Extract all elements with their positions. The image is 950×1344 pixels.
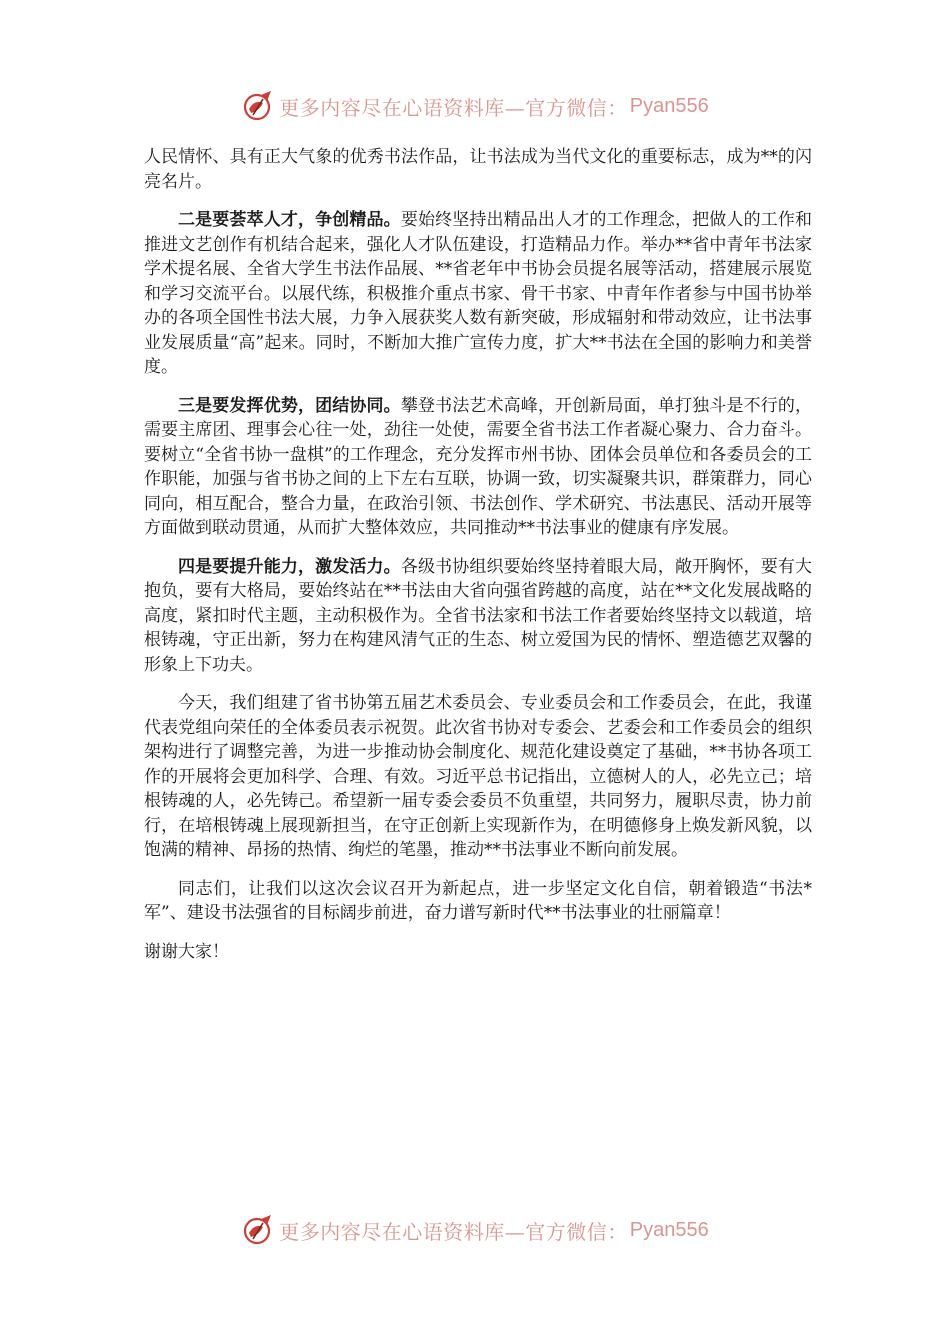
paragraph-text: 谢谢大家！ (144, 941, 229, 962)
paragraph-text: 要始终坚持出精品出人才的工作理念，把做人的工作和推进文艺创作有机结合起来，强化人才队伍建设，打造精品力作。举办**省中青年书法家学术提名展、全省大学生书法作品展、**省老年中书协会员提名展等活动，搭建展示展览和学习交流平台。以展代练，积极推介重点书家、骨干书家、中青年作者参与中国书协举办的各项全国性书法大展，力争入展获奖人数有新突破，形成辐射和带动效应，让书法事业发展质量“高”起来。同时，不断加大推广宣传力度，扩大**书法在全国的影响力和美誉度。 (144, 210, 813, 377)
watermark-text: 更多内容尽在心语资料库—官方微信： (279, 95, 628, 120)
paragraph-2 (144, 208, 812, 380)
paragraph-text: 人民情怀、具有正大气象的优秀书法作品，让书法成为当代文化的重要标志，成为**的闪亮名片。 (144, 147, 812, 192)
watermark-wechat-id: Pyan556 (629, 1218, 709, 1241)
header-watermark (0, 86, 950, 126)
calligraphy-seal-icon (241, 1213, 275, 1247)
calligraphy-seal-icon (241, 89, 275, 123)
paragraph-1 (144, 145, 812, 194)
paragraph-lead: 二是要荟萃人才，争创精品。 (178, 210, 401, 230)
paragraph-lead: 三是要发挥优势，团结协同。 (178, 395, 401, 416)
paragraph-closing (144, 940, 812, 965)
paragraph-6 (144, 877, 812, 926)
paragraph-text: 同志们，让我们以这次会议召开为新起点，进一步坚定文化自信，朝着锻造“书法*军”、建设书法强省的目标阔步前进，奋力谱写新时代**书法事业的壮丽篇章！ (144, 878, 812, 923)
paragraph-text: 今天，我们组建了省书协第五届艺术委员会、专业委员会和工作委员会，在此，我谨代表党组向荣任的全体委员表示祝贺。此次省书协对专委会、艺委会和工作委员会的组织架构进行了调整完善，为进一步推动协会制度化、规范化建设奠定了基础，**书协各项工作的开展将会更加科学、合理、有效。习近平总书记指出，立德树人的人，必先立己；培根铸魂的人，必先铸己。希望新一届专委会委员不负重望，共同努力，履职尽责，协力前行，在培根铸魂上展现新担当，在守正创新上实现新作为，在明德修身上焕发新风貌，以饱满的精神、昂扬的热情、绚烂的笔墨，推动**书法事业不断向前发展。 (144, 693, 812, 860)
paragraph-5 (144, 691, 812, 863)
document-body (144, 145, 812, 978)
footer-watermark (0, 1210, 950, 1250)
paragraph-text: 各级书协组织要始终坚持着眼大局，敞开胸怀，要有大抱负，要有大格局，要始终站在**书法由大省向强省跨越的高度，站在**文化发展战略的高度，紧扣时代主题，主动积极作为。全省书法家和书法工作者要始终坚持文以载道，培根铸魂，守正出新，努力在构建风清气正的生态、树立爱国为民的情怀、塑造德艺双馨的形象上下功夫。 (144, 556, 813, 675)
watermark-text: 更多内容尽在心语资料库—官方微信： (279, 1219, 628, 1244)
watermark-wechat-id: Pyan556 (629, 94, 709, 117)
paragraph-3 (144, 394, 812, 541)
paragraph-text: 攀登书法艺术高峰，开创新局面，单打独斗是不行的，需要主席团、理事会心往一处，劲往一处使，需要全省书法工作者凝心聚力、合力奋斗。要树立“全省书协一盘棋”的工作理念，充分发挥市州书协、团体会员单位和各委员会的工作职能，加强与省书协之间的上下左右互联，协调一致，切实凝聚共识，群策群力，同心同向，相互配合，整合力量，在政治引领、书法创作、学术研究、书法惠民、活动开展等方面做到联动贯通，从而扩大整体效应，共同推动**书法事业的健康有序发展。 (144, 395, 813, 538)
paragraph-4 (144, 555, 812, 678)
paragraph-lead: 四是要提升能力，激发活力。 (178, 556, 401, 577)
